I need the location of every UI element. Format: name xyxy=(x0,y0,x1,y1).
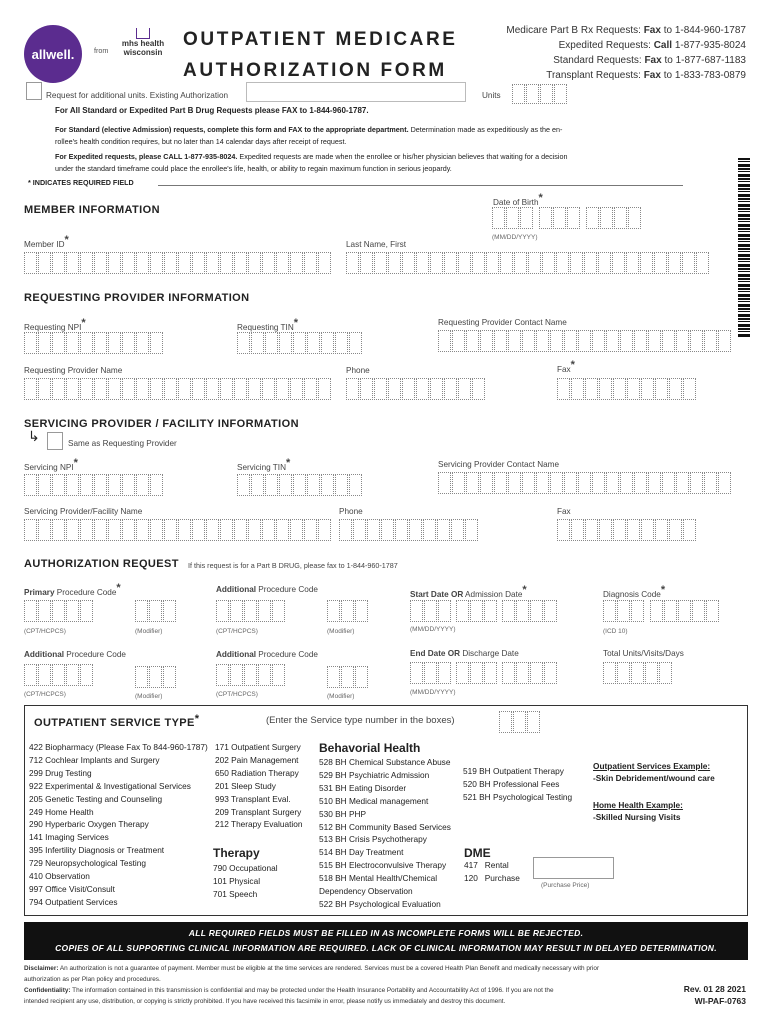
svc-fax-label: Fax xyxy=(557,507,571,516)
service-item: 141 Imaging Services xyxy=(29,832,109,843)
service-item: 201 Sleep Study xyxy=(215,780,276,791)
bh-item: 521 BH Psychological Testing xyxy=(463,791,573,802)
same-as-requesting-checkbox[interactable] xyxy=(47,432,63,450)
standard-note: For Standard (elective Admission) requests, complete this form and FAX to the appropriate department. Determination made as expeditiously as the en- rollee's health condition requires, but no later than 14 calendar days after receipt of request. xyxy=(55,125,563,146)
primary-modifier-input[interactable] xyxy=(135,600,177,622)
purchase-price-input[interactable] xyxy=(533,857,614,879)
dob-format: (MM/DD/YYYY) xyxy=(492,234,538,241)
banner-line: COPIES OF ALL SUPPORTING CLINICAL INFORMATION ARE REQUIRED. LACK OF CLINICAL INFORMATION MAY RESULT IN DELAYED DETERMINATION. xyxy=(55,943,717,953)
service-item: 729 Neuropsychological Testing xyxy=(29,858,146,869)
additional-cpt-input-2[interactable] xyxy=(24,664,94,686)
part-b-note: For All Standard or Expedited Part B Drug Requests please FAX to 1-844-960-1787. xyxy=(55,106,369,115)
dme-item: 120 Purchase xyxy=(464,872,520,883)
diagnosis-caption: (ICD 10) xyxy=(603,628,628,635)
requesting-section-title: REQUESTING PROVIDER INFORMATION xyxy=(24,292,250,304)
service-item: 410 Observation xyxy=(29,871,90,882)
service-item: 712 Cochlear Implants and Surgery xyxy=(29,754,160,765)
req-name-input[interactable] xyxy=(24,378,332,400)
additional-modifier-caption-1: (Modifier) xyxy=(327,628,355,635)
svc-npi-label: Servicing NPI* xyxy=(24,457,78,472)
service-item: 212 Therapy Evaluation xyxy=(215,819,303,830)
service-item: 209 Transplant Surgery xyxy=(215,806,302,817)
svc-contact-input[interactable] xyxy=(438,472,732,494)
title-line1: OUTPATIENT MEDICARE xyxy=(183,29,458,50)
primary-modifier-caption: (Modifier) xyxy=(135,628,163,635)
therapy-item: 701 Speech xyxy=(213,888,258,899)
bh-title: Behavorial Health xyxy=(319,741,421,755)
additional-modifier-caption-3: (Modifier) xyxy=(327,693,355,700)
service-list-col1 xyxy=(29,741,208,909)
service-type-instruction: (Enter the Service type number in the boxes) xyxy=(266,715,455,726)
bh-item: 518 BH Mental Health/Chemical xyxy=(319,873,438,884)
logo-from: from xyxy=(94,46,109,55)
svc-npi-input[interactable] xyxy=(24,474,164,496)
page-title xyxy=(183,24,458,86)
service-item: 650 Radiation Therapy xyxy=(215,767,299,778)
member-name-label: Last Name, First xyxy=(346,240,407,249)
member-id-input[interactable] xyxy=(24,252,332,274)
member-name-input[interactable] xyxy=(346,252,710,274)
service-item: 395 Infertility Diagnosis or Treatment xyxy=(29,845,165,856)
allwell-logo xyxy=(24,25,82,83)
bh-item: 528 BH Chemical Substance Abuse xyxy=(319,757,451,767)
svc-phone-label: Phone xyxy=(339,507,363,516)
service-item: 422 Biopharmacy (Please Fax To 844-960-1787) xyxy=(29,742,208,752)
service-type-input[interactable] xyxy=(499,711,541,733)
diagnosis-input[interactable] xyxy=(603,600,720,622)
contact-line: Standard Requests: Fax to 1-877-687-1183 xyxy=(553,55,746,66)
service-list-col2 xyxy=(215,741,303,831)
dob-input[interactable] xyxy=(492,207,642,229)
mhs-house-icon xyxy=(136,28,150,39)
req-contact-input[interactable] xyxy=(438,330,732,352)
req-fax-label: Fax* xyxy=(557,359,575,374)
req-phone-label: Phone xyxy=(346,366,370,375)
service-type-title: OUTPATIENT SERVICE TYPE* xyxy=(34,713,200,729)
total-units-input[interactable] xyxy=(603,662,673,684)
example-home-health xyxy=(593,799,683,823)
revision-date: Rev. 01 28 2021 xyxy=(683,984,746,994)
service-item: 993 Transplant Eval. xyxy=(215,793,291,804)
bh-item: 512 BH Community Based Services xyxy=(319,821,451,832)
service-item: 997 Office Visit/Consult xyxy=(29,883,115,894)
purchase-price-caption: (Purchase Price) xyxy=(541,882,590,889)
req-fax-input[interactable] xyxy=(557,378,697,400)
required-divider xyxy=(158,185,683,186)
title-line2: AUTHORIZATION FORM xyxy=(183,60,447,81)
banner-line: ALL REQUIRED FIELDS MUST BE FILLED IN AS INCOMPLETE FORMS WILL BE REJECTED. xyxy=(188,928,584,938)
bh-item: 513 BH Crisis Psychotherapy xyxy=(319,834,427,845)
req-npi-label: Requesting NPI* xyxy=(24,317,86,332)
primary-cpt-input[interactable] xyxy=(24,600,94,622)
total-units-label: Total Units/Visits/Days xyxy=(603,649,684,658)
contact-line: Transplant Requests: Fax to 1-833-783-0879 xyxy=(546,70,746,81)
example-title: Outpatient Services Example: xyxy=(593,761,711,771)
start-date-format: (MM/DD/YYYY) xyxy=(410,626,456,633)
service-item: 299 Drug Testing xyxy=(29,767,92,778)
dme-item: 417 Rental xyxy=(464,860,509,870)
additional-cpt-input-1[interactable] xyxy=(216,600,286,622)
example-text: -Skin Debridement/wound care xyxy=(593,773,715,783)
end-date-format: (MM/DD/YYYY) xyxy=(410,689,456,696)
start-date-label: Start Date OR Admission Date* xyxy=(410,584,527,599)
additional-cpt-input-3[interactable] xyxy=(216,664,286,686)
service-item: 171 Outpatient Surgery xyxy=(215,742,301,752)
dme-list xyxy=(464,859,520,885)
svc-tin-label: Servicing TIN* xyxy=(237,457,291,472)
svc-tin-input[interactable] xyxy=(237,474,363,496)
service-item: 205 Genetic Testing and Counseling xyxy=(29,793,163,804)
end-date-label: End Date OR Discharge Date xyxy=(410,649,519,658)
contact-line: Medicare Part B Rx Requests: Fax to 1-844-960-1787 xyxy=(506,25,746,36)
service-item: 202 Pain Management xyxy=(215,754,299,765)
additional-cpt-caption-1: (CPT/HCPCS) xyxy=(216,628,258,635)
additional-modifier-caption-2: (Modifier) xyxy=(135,693,163,700)
bh-item: 510 BH Medical management xyxy=(319,795,429,806)
arrow-return-icon: ↳ xyxy=(28,428,40,444)
expedited-note: For Expedited requests, please CALL 1-877-935-8024. Expedited requests are made when the enrollee or his/her physician believes that waiting for a decision under the standard timeframe could place the enrollee's life, health, or ability to regain maximum function in serious jeopardy. xyxy=(55,152,568,173)
example-text: -Skilled Nursing Visits xyxy=(593,812,681,822)
svc-contact-label: Servicing Provider Contact Name xyxy=(438,460,560,469)
bh-item: 514 BH Day Treatment xyxy=(319,847,404,858)
member-id-label: Member ID* xyxy=(24,234,69,249)
diagnosis-label: Diagnosis Code* xyxy=(603,584,666,599)
svc-name-label: Servicing Provider/Facility Name xyxy=(24,507,143,516)
additional-proc-label-2: Additional Procedure Code xyxy=(24,650,126,659)
disclaimer: Disclaimer: An authorization is not a guarantee of payment. Member must be eligible at the time services are rendered. Services must be a covered Health Plan Benefit and medically necessary with prior authorization as per Plan policy and procedures. xyxy=(24,965,600,983)
example-title: Home Health Example: xyxy=(593,800,683,810)
therapy-title: Therapy xyxy=(213,846,260,860)
bh-list xyxy=(319,756,451,911)
primary-proc-label: Primary Procedure Code* xyxy=(24,582,121,597)
therapy-item: 790 Occupational xyxy=(213,863,278,873)
units-label: Units xyxy=(482,91,501,100)
req-npi-input[interactable] xyxy=(24,332,164,354)
additional-cpt-caption-3: (CPT/HCPCS) xyxy=(216,691,258,698)
additional-proc-label-1: Additional Procedure Code xyxy=(216,585,318,594)
confidentiality: Confidentiality: The information contained in this transmission is confidential and may be protected under the Health Insurance Portability and Accountability Act of 1996. If you are not the intended recipient any use, distribution, or copying is strictly prohibited. If you have received this facsimile in error, please notify us immediately and destroy this document. xyxy=(24,987,554,1005)
mhs-logo-text: mhs health wisconsin xyxy=(121,39,165,57)
service-item: 290 Hyperbaric Oxygen Therapy xyxy=(29,819,149,830)
dme-title: DME xyxy=(464,846,491,860)
authorization-section-title: AUTHORIZATION REQUEST xyxy=(24,558,179,570)
bh-item: 515 BH Electroconvulsive Therapy xyxy=(319,860,447,871)
service-item: 794 Outpatient Services xyxy=(29,896,118,907)
contact-line: Expedited Requests: Call 1-877-935-8024 xyxy=(558,40,746,51)
required-note: * INDICATES REQUIRED FIELD xyxy=(28,178,134,187)
bh-item: 522 BH Psychological Evaluation xyxy=(319,898,441,909)
bh-item: Dependency Observation xyxy=(319,886,413,897)
service-item: 249 Home Health xyxy=(29,806,94,817)
part-b-drug-note: If this request is for a Part B DRUG, please fax to 1-844-960-1787 xyxy=(188,561,398,570)
dob-label: Date of Birth* xyxy=(493,192,543,207)
req-name-label: Requesting Provider Name xyxy=(24,366,123,375)
therapy-item: 101 Physical xyxy=(213,875,261,886)
additional-modifier-input-2[interactable] xyxy=(135,666,177,688)
mhs-logo xyxy=(118,28,168,57)
allwell-logo-text: allwell. xyxy=(31,46,75,62)
member-section-title: MEMBER INFORMATION xyxy=(24,204,160,216)
additional-modifier-input-1[interactable] xyxy=(327,600,369,622)
additional-modifier-input-3[interactable] xyxy=(327,666,369,688)
units-input[interactable] xyxy=(512,84,568,104)
bh-item: 529 BH Psychiatric Admission xyxy=(319,769,430,780)
service-item: 922 Experimental & Investigational Services xyxy=(29,780,191,791)
revision xyxy=(684,983,746,1007)
barcode-icon xyxy=(738,158,750,338)
therapy-list xyxy=(213,862,278,901)
additional-proc-label-3: Additional Procedure Code xyxy=(216,650,318,659)
additional-cpt-caption-2: (CPT/HCPCS) xyxy=(24,691,66,698)
primary-cpt-caption: (CPT/HCPCS) xyxy=(24,628,66,635)
additional-units-checkbox[interactable] xyxy=(26,82,42,100)
servicing-section-title: SERVICING PROVIDER / FACILITY INFORMATION xyxy=(24,418,299,430)
req-tin-label: Requesting TIN* xyxy=(237,317,299,332)
bh-item: 520 BH Professional Fees xyxy=(463,778,560,789)
svc-fax-input[interactable] xyxy=(557,519,697,541)
req-tin-input[interactable] xyxy=(237,332,363,354)
existing-auth-field[interactable] xyxy=(246,82,466,102)
bh-list-2 xyxy=(463,765,572,804)
bh-item: 519 BH Outpatient Therapy xyxy=(463,766,564,776)
end-date-input[interactable] xyxy=(410,662,558,684)
req-contact-label: Requesting Provider Contact Name xyxy=(438,318,567,327)
additional-units-label: Request for additional units. Existing Authorization xyxy=(46,91,229,100)
contact-list xyxy=(506,23,746,83)
bh-item: 531 BH Eating Disorder xyxy=(319,782,407,793)
svc-name-input[interactable] xyxy=(24,519,332,541)
example-outpatient xyxy=(593,760,715,784)
form-id: WI-PAF-0763 xyxy=(694,996,746,1006)
req-phone-input[interactable] xyxy=(346,378,486,400)
svc-phone-input[interactable] xyxy=(339,519,479,541)
start-date-input[interactable] xyxy=(410,600,558,622)
same-as-requesting-label: Same as Requesting Provider xyxy=(68,439,177,448)
required-banner xyxy=(24,922,748,960)
bh-item: 530 BH PHP xyxy=(319,808,367,819)
